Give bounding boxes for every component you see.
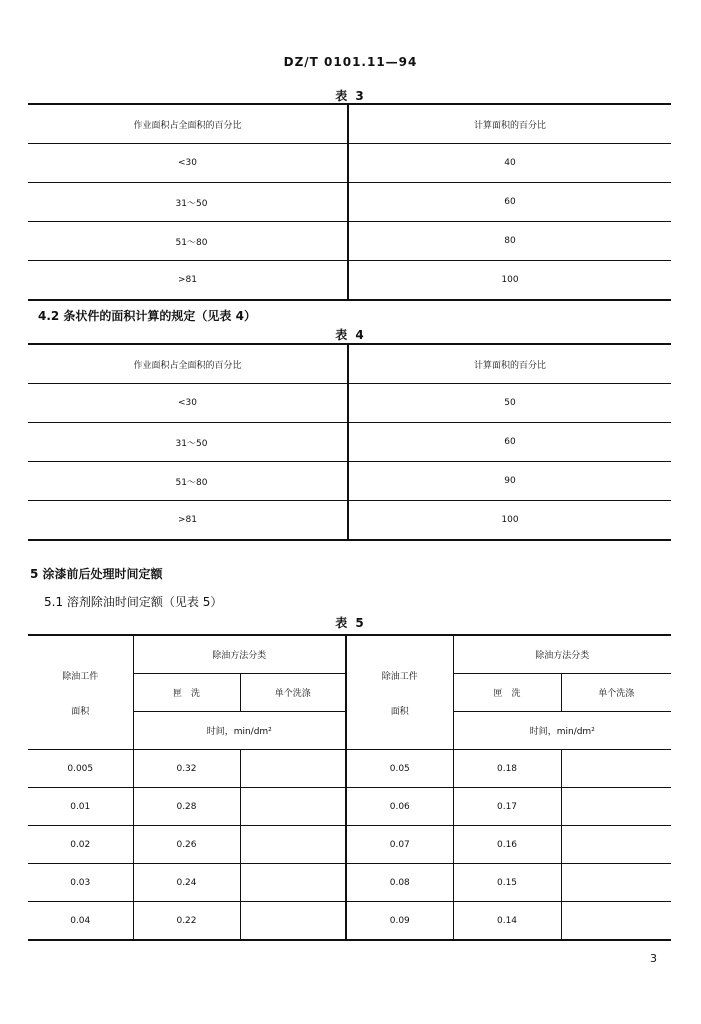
table-row <box>28 144 671 183</box>
table4-range: >81 <box>28 501 348 541</box>
table5-batch-time: 0.14 <box>453 902 561 941</box>
table5-caption: 表 5 <box>335 616 366 630</box>
section-4-2-heading: 4.2 条状件的面积计算的规定（见表 4） <box>38 309 256 323</box>
table3-range: >81 <box>28 261 348 301</box>
table3-percent: 80 <box>348 222 671 261</box>
table5-area-header-line2: 面积 <box>71 706 90 717</box>
table-row <box>28 902 671 941</box>
table5-batch-time: 0.22 <box>133 902 240 941</box>
table3-header-row <box>28 104 671 144</box>
table4-col2-header: 计算面积的百分比 <box>473 360 546 371</box>
table5-area: 0.07 <box>346 826 453 864</box>
table5-batch-time: 0.17 <box>453 788 561 826</box>
table5-area: 0.05 <box>346 750 453 788</box>
table-row <box>28 462 671 501</box>
table5-single-time <box>240 826 346 864</box>
table3-percent: 60 <box>348 183 671 222</box>
section-5-heading: 5 涂漆前后处理时间定额 <box>30 567 163 581</box>
table5-area: 0.02 <box>28 826 133 864</box>
table4-caption: 表 4 <box>335 328 366 342</box>
table5-method-header-a: 除油方法分类 <box>133 635 346 674</box>
table5-batch-time: 0.24 <box>133 864 240 902</box>
page-number: 3 <box>650 952 657 965</box>
table5-batch-wash-header: 匣 洗 <box>133 674 240 712</box>
table-row <box>28 183 671 222</box>
table4-col1-header: 作业面积占全面积的百分比 <box>28 344 348 384</box>
table5-area: 0.09 <box>346 902 453 941</box>
table5-area: 0.01 <box>28 788 133 826</box>
table5-single-wash-header: 单个洗涤 <box>240 674 346 712</box>
table4-percent: 100 <box>348 501 671 541</box>
table5-area: 0.04 <box>28 902 133 941</box>
table-row <box>28 788 671 826</box>
table3-range: 31～50 <box>28 183 348 222</box>
table5-batch-time: 0.26 <box>133 826 240 864</box>
table5-area-header-line1: 除油工件 <box>381 671 418 682</box>
table5-batch-time: 0.18 <box>453 750 561 788</box>
table5-batch-wash-header: 匣 洗 <box>453 674 561 712</box>
table5-area: 0.03 <box>28 864 133 902</box>
table-row <box>28 423 671 462</box>
table5-area-header-line1: 除油工件 <box>62 671 99 682</box>
table5-unit: 时间，min/dm² <box>133 712 346 750</box>
table-row <box>28 384 671 423</box>
table3-col2-header: 计算面积的百分比 <box>473 120 546 131</box>
table5-area: 0.005 <box>28 750 133 788</box>
table5-area-header-a <box>28 635 133 750</box>
table5-area-header-b <box>346 635 453 750</box>
table5-single-time <box>561 750 671 788</box>
table3-range: 51～80 <box>28 222 348 261</box>
table5-single-time <box>240 750 346 788</box>
table4-percent: 50 <box>348 384 671 423</box>
section-5-1-heading: 5.1 溶剂除油时间定额（见表 5） <box>44 595 223 609</box>
table3 <box>28 103 671 301</box>
document-code: DZ/T 0101.11—94 <box>283 55 418 69</box>
table4 <box>28 343 671 541</box>
table3-percent: 100 <box>348 261 671 301</box>
table-row <box>28 826 671 864</box>
table-row <box>28 864 671 902</box>
table5-batch-time: 0.32 <box>133 750 240 788</box>
table5-method-header-b: 除油方法分类 <box>453 635 671 674</box>
table3-col1-header: 作业面积占全面积的百分比 <box>28 104 348 144</box>
table5-area-header-line2: 面积 <box>390 706 409 717</box>
table5-single-wash-header: 单个洗涤 <box>561 674 671 712</box>
table4-range: <30 <box>28 384 348 423</box>
table5-batch-time: 0.15 <box>453 864 561 902</box>
table3-range: <30 <box>28 144 348 183</box>
table4-percent: 90 <box>348 462 671 501</box>
table-row <box>28 222 671 261</box>
table5-single-time <box>240 864 346 902</box>
table-row <box>28 501 671 541</box>
table-row <box>28 261 671 301</box>
table5-batch-time: 0.28 <box>133 788 240 826</box>
table5-unit: 时间，min/dm² <box>453 712 671 750</box>
table5-single-time <box>561 864 671 902</box>
table4-range: 51～80 <box>28 462 348 501</box>
table-row <box>28 750 671 788</box>
table5-single-time <box>561 902 671 941</box>
table5-area: 0.08 <box>346 864 453 902</box>
table4-header-row <box>28 344 671 384</box>
table5-single-time <box>561 788 671 826</box>
table5-single-time <box>240 902 346 941</box>
table4-range: 31～50 <box>28 423 348 462</box>
table5-single-time <box>561 826 671 864</box>
table5 <box>28 634 671 941</box>
table3-percent: 40 <box>348 144 671 183</box>
table5-batch-time: 0.16 <box>453 826 561 864</box>
table5-header-row <box>28 635 671 674</box>
table4-percent: 60 <box>348 423 671 462</box>
table5-single-time <box>240 788 346 826</box>
table5-area: 0.06 <box>346 788 453 826</box>
table3-caption: 表 3 <box>335 89 366 103</box>
